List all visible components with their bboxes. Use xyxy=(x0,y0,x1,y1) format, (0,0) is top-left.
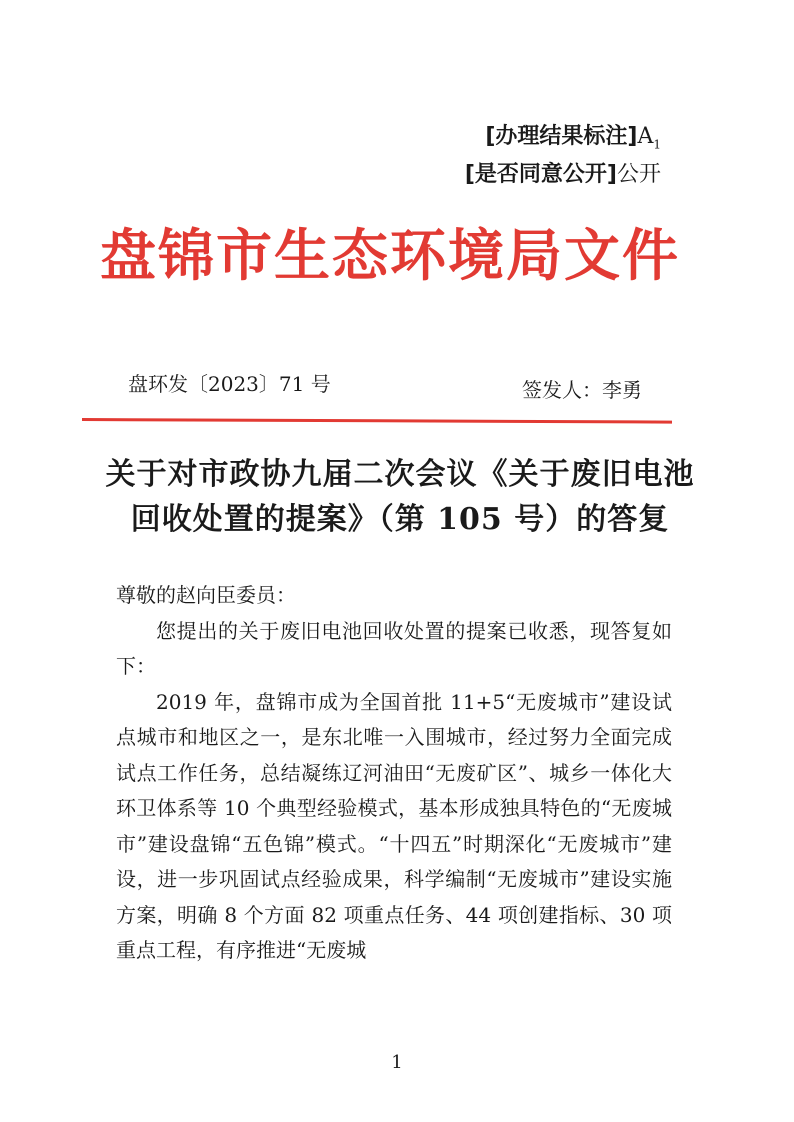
title-line-1: 关于对市政协九届二次会议《关于废旧电池 xyxy=(105,457,695,492)
document-number: 盘环发〔2023〕71 号 xyxy=(128,372,331,396)
public-annotation xyxy=(465,160,661,190)
document-signer: 签发人：李勇 xyxy=(522,378,642,402)
document-body xyxy=(116,578,672,969)
red-divider xyxy=(82,418,672,424)
paragraph-1: 您提出的关于废旧电池回收处置的提案已收悉，现答复如下： xyxy=(116,618,672,678)
paragraph-2: 2019 年，盘锦市成为全国首批 11+5“无废城市”建设试点城市和地区之一，是东北唯一入围城市，经过努力全面完成试点工作任务，总结凝练辽河油田“无废矿区”、城乡一体化大环卫体系等 10 个典型经验模式，基本形成独具特色的“无废城市”建设盘锦“五色锦”模式。“十四五”时期深化“无废城市”建设，进一步巩固试点经验成果，科学编制“无废城市”建设实施方案，明确 8 个方面 82 项重点任务、44 项创建指标、30 项重点工程，有序推进“无废城 xyxy=(116,689,672,962)
result-annotation-subscript: 1 xyxy=(653,137,661,152)
public-annotation-label: [是否同意公开] xyxy=(464,162,617,187)
public-annotation-value: 公开 xyxy=(616,162,661,187)
salutation: 尊敬的赵向臣委员： xyxy=(116,583,296,607)
title-line-2: 回收处置的提案》（第 105 号）的答复 xyxy=(130,502,670,537)
document-title xyxy=(80,452,720,542)
page-number: 1 xyxy=(391,1052,403,1073)
document-header: 盘锦市生态环境局文件 xyxy=(100,224,680,289)
result-annotation-label: [办理结果标注] xyxy=(485,124,638,149)
result-annotation-value: A xyxy=(637,124,654,149)
result-annotation xyxy=(485,122,661,159)
